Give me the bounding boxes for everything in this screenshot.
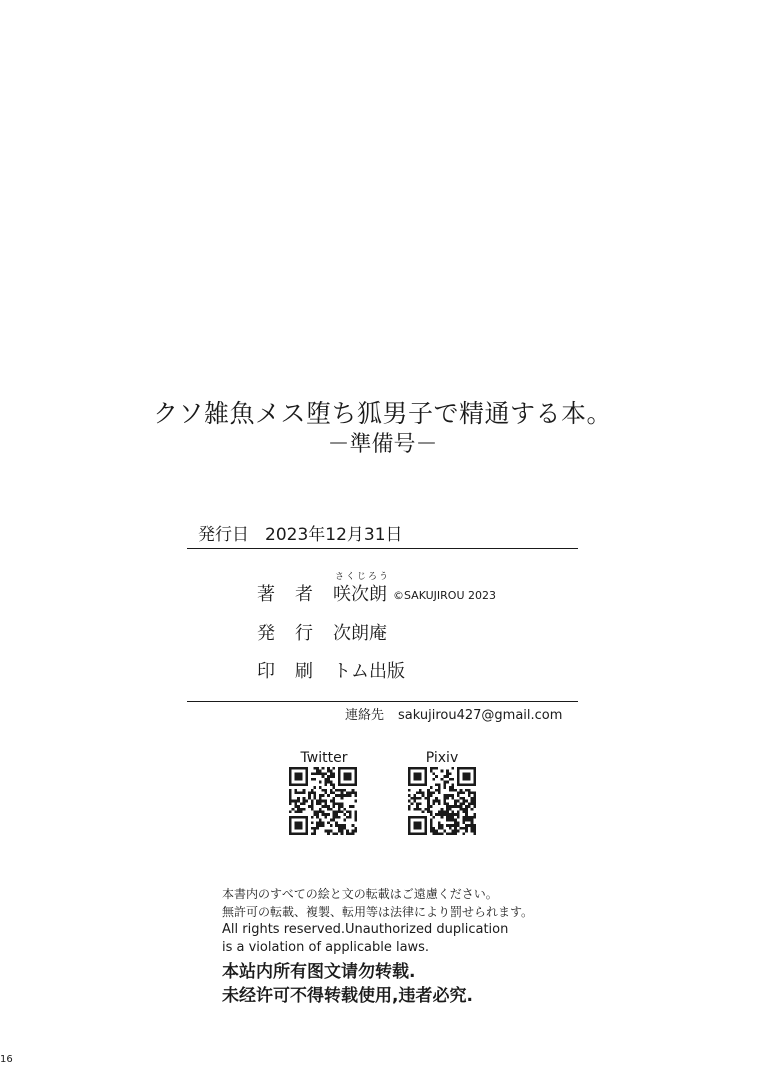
author-row (257, 582, 496, 609)
pixiv-qr-label: Pixiv (425, 750, 459, 766)
publication-date-value: 2023年12月31日 (265, 525, 403, 545)
publication-date-label: 発行日 (198, 525, 249, 545)
book-subtitle: －準備号－ (327, 432, 438, 457)
contact-row (345, 707, 562, 725)
twitter-qr-code-icon[interactable] (289, 767, 357, 835)
reprint-notice (222, 885, 533, 1008)
book-title: クソ雑魚メス堕ち狐男子で精通する本。 (152, 399, 612, 428)
printer-name: トム出版 (333, 661, 405, 682)
publication-date-row (198, 522, 403, 548)
colophon-top-divider (187, 548, 578, 549)
publisher-label: 発行 (257, 623, 333, 644)
printer-row (257, 659, 405, 685)
notice-jp-line-1: 本書内のすべての絵と文の転載はご遠慮ください。 (222, 887, 498, 901)
page-number: 16 (0, 1054, 13, 1065)
copyright-notice: ©SAKUJIROU 2023 (393, 589, 497, 602)
notice-zh-line-2: 未经许可不得转载使用,违者必究. (222, 986, 473, 1006)
publisher-name: 次朗庵 (333, 623, 387, 644)
contact-label: 連絡先 (345, 708, 385, 723)
twitter-qr-label: Twitter (300, 750, 348, 766)
pixiv-qr-code-icon[interactable] (408, 767, 476, 835)
author-ruby: さくじろう (335, 572, 391, 582)
notice-en-line-1: All rights reserved.Unauthorized duplication (222, 922, 509, 937)
notice-jp-line-2: 無許可の転載、複製、転用等は法律により罰せられます。 (222, 905, 534, 919)
printer-label: 印刷 (257, 661, 333, 682)
author-label: 著者 (257, 584, 333, 605)
notice-zh-line-1: 本站内所有图文请勿转载. (222, 962, 416, 982)
publisher-row (257, 621, 387, 647)
colophon-bottom-divider (187, 701, 578, 702)
notice-en-line-2: is a violation of applicable laws. (222, 940, 430, 955)
author-name: 咲次朗 (333, 584, 387, 605)
contact-email[interactable]: sakujirou427@gmail.com (398, 708, 563, 723)
